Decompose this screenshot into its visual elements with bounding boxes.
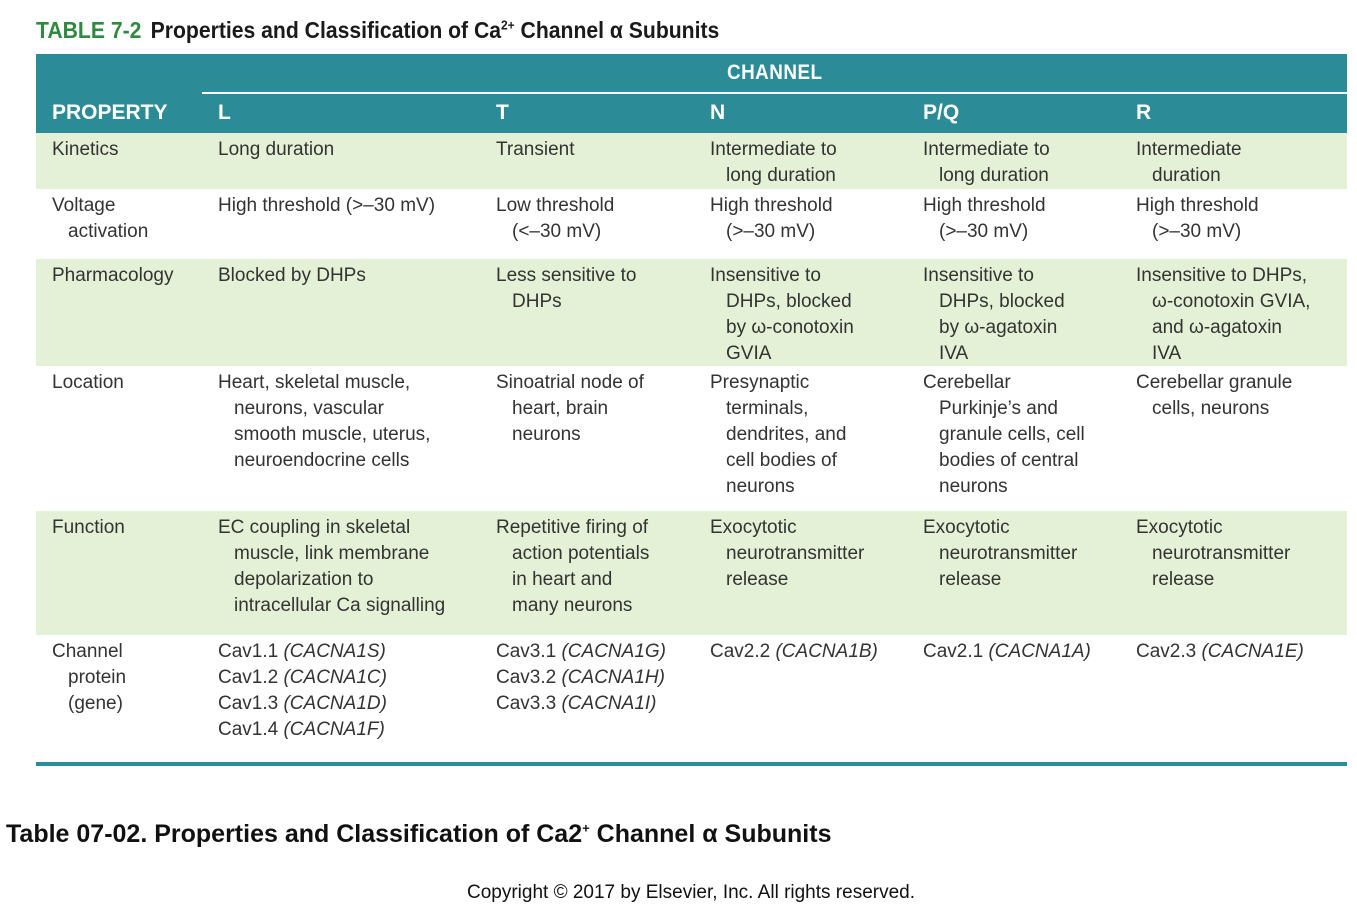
cell-line: neurons, vascular [234, 398, 384, 419]
cell-line: Intermediate to [710, 139, 837, 160]
cell-line: (>–30 mV) [726, 221, 816, 242]
cell-line: dendrites, and [726, 424, 847, 445]
cell-line: Less sensitive to [496, 265, 637, 286]
cell-line: smooth muscle, uterus, [234, 424, 431, 445]
cell-property [52, 137, 119, 163]
cell-line: heart, brain [512, 398, 609, 419]
cell-n [710, 193, 833, 245]
cell-r [1136, 515, 1290, 593]
cell-line: neurotransmitter [1152, 543, 1291, 564]
cell-line: EC coupling in skeletal [218, 517, 411, 538]
cell-line [218, 665, 387, 691]
cell-t [496, 137, 575, 163]
gene-name: (CACNA1B) [775, 641, 878, 662]
cell-line: many neurons [512, 595, 633, 616]
cell-line: (<–30 mV) [512, 221, 602, 242]
cell-line: IVA [1152, 343, 1182, 364]
cell-line: neurons [939, 476, 1008, 497]
table-row [36, 259, 1347, 366]
cell-pq [923, 370, 1085, 500]
protein-name: Cav3.2 [496, 667, 562, 688]
cell-line: granule cells, cell [939, 424, 1085, 445]
cell-line: Insensitive to [923, 265, 1034, 286]
cell-l [218, 193, 435, 219]
cell-pq [923, 263, 1065, 367]
title-superscript: 2+ [501, 17, 515, 33]
title-text: Properties and Classification of Ca [150, 17, 502, 43]
table-row [36, 133, 1347, 189]
cell-line: action potentials [512, 543, 650, 564]
cell-l [218, 515, 445, 619]
caption-text-end: Channel α Subunits [589, 820, 832, 848]
caption-text: Table 07-02. Properties and Classification of Ca2 [6, 820, 583, 848]
cell-t [496, 193, 614, 245]
cell-line: High threshold (>–30 mV) [218, 195, 436, 216]
cell-r [1136, 639, 1304, 665]
cell-line: cells, neurons [1152, 398, 1270, 419]
gene-name: (CACNA1H) [561, 667, 665, 688]
cell-r [1136, 263, 1310, 367]
cell-line: DHPs, blocked [939, 291, 1065, 312]
cell-line: by ω-agatoxin [939, 317, 1058, 338]
cell-r [1136, 370, 1292, 422]
column-header-l: L [218, 101, 231, 124]
protein-name: Cav2.3 [1136, 641, 1202, 662]
cell-line: neurotransmitter [726, 543, 865, 564]
cell-line: High threshold [923, 195, 1046, 216]
cell-property [52, 193, 148, 245]
cell-line: neurons [726, 476, 795, 497]
cell-property [52, 370, 124, 396]
cell-line: by ω-conotoxin [726, 317, 854, 338]
cell-line: duration [1152, 165, 1221, 186]
cell-line: Long duration [218, 139, 335, 160]
cell-line [1136, 639, 1304, 665]
cell-n [710, 639, 878, 665]
protein-name: Cav1.4 [218, 719, 284, 740]
cell-line: muscle, link membrane [234, 543, 430, 564]
gene-name: (CACNA1A) [988, 641, 1091, 662]
cell-line [496, 639, 666, 665]
protein-name: Cav2.1 [923, 641, 989, 662]
cell-pq [923, 515, 1077, 593]
table-body [36, 133, 1347, 759]
caption-superscript: + [582, 820, 590, 836]
cell-line: Function [52, 517, 125, 538]
channel-header: CHANNEL [726, 61, 823, 84]
cell-line [496, 691, 666, 717]
cell-line: Insensitive to DHPs, [1136, 265, 1308, 286]
cell-pq [923, 639, 1091, 665]
cell-line: in heart and [512, 569, 613, 590]
cell-line: Intermediate to [923, 139, 1050, 160]
cell-line: Sinoatrial node of [496, 372, 644, 393]
cell-line: Channel [52, 641, 123, 662]
gene-name: (CACNA1G) [561, 641, 666, 662]
cell-line: DHPs, blocked [726, 291, 852, 312]
cell-line: Cerebellar granule [1136, 372, 1293, 393]
cell-line: Insensitive to [710, 265, 821, 286]
cell-property [52, 515, 125, 541]
table-row [36, 635, 1347, 759]
protein-name: Cav3.3 [496, 693, 562, 714]
cell-pq [923, 193, 1046, 245]
cell-l [218, 639, 387, 743]
cell-r [1136, 137, 1242, 189]
cell-n [710, 515, 864, 593]
cell-line: neurotransmitter [939, 543, 1078, 564]
copyright-notice: Copyright © 2017 by Elsevier, Inc. All rights reserved. [466, 882, 916, 903]
cell-t [496, 263, 636, 315]
cell-line: Voltage [52, 195, 116, 216]
protein-name: Cav2.2 [710, 641, 776, 662]
cell-line: Intermediate [1136, 139, 1242, 160]
gene-name: (CACNA1E) [1201, 641, 1304, 662]
cell-line: (>–30 mV) [939, 221, 1029, 242]
cell-r [1136, 193, 1259, 245]
cell-line: High threshold [1136, 195, 1259, 216]
cell-line [496, 665, 666, 691]
cell-line: Purkinje’s and [939, 398, 1059, 419]
cell-l [218, 137, 334, 163]
cell-t [496, 639, 666, 717]
column-header-r: R [1136, 101, 1152, 124]
cell-line: Heart, skeletal muscle, [218, 372, 411, 393]
table-bottom-rule [36, 762, 1347, 766]
cell-line [218, 691, 387, 717]
figure-caption [6, 820, 831, 849]
cell-line: IVA [939, 343, 969, 364]
cell-line: Location [52, 372, 124, 393]
cell-line: bodies of central [939, 450, 1079, 471]
cell-line: Repetitive firing of [496, 517, 649, 538]
cell-line: protein [68, 667, 127, 688]
gene-name: (CACNA1F) [283, 719, 385, 740]
column-header-t: T [496, 101, 509, 124]
cell-line: ω-conotoxin GVIA, [1152, 291, 1311, 312]
title-text-end: Channel α Subunits [514, 17, 720, 43]
cell-property [52, 263, 173, 289]
protein-name: Cav1.2 [218, 667, 284, 688]
cell-line: Kinetics [52, 139, 119, 160]
table-row [36, 366, 1347, 511]
cell-line: depolarization to [234, 569, 374, 590]
cell-line: Exocytotic [923, 517, 1010, 538]
cell-line: (gene) [68, 693, 123, 714]
cell-line: Exocytotic [1136, 517, 1223, 538]
cell-n [710, 370, 846, 500]
cell-line: release [1152, 569, 1215, 590]
cell-line: DHPs [512, 291, 562, 312]
gene-name: (CACNA1D) [283, 693, 387, 714]
table-title [36, 17, 719, 44]
cell-n [710, 263, 854, 367]
cell-pq [923, 137, 1050, 189]
table-header [36, 54, 1347, 133]
cell-line [923, 639, 1091, 665]
cell-l [218, 370, 430, 474]
cell-line: Exocytotic [710, 517, 797, 538]
cell-line: cell bodies of [726, 450, 837, 471]
properties-table [36, 54, 1347, 759]
cell-line: neurons [512, 424, 581, 445]
table-row [36, 189, 1347, 259]
cell-line: Cerebellar [923, 372, 1011, 393]
table-row [36, 511, 1347, 635]
cell-line: terminals, [726, 398, 809, 419]
cell-line: Low threshold [496, 195, 615, 216]
cell-line: and ω-agatoxin [1152, 317, 1282, 338]
cell-line: Blocked by DHPs [218, 265, 366, 286]
cell-line: release [939, 569, 1002, 590]
cell-line [710, 639, 878, 665]
column-header-n: N [710, 101, 726, 124]
cell-line: release [726, 569, 789, 590]
column-header-pq: P/Q [923, 101, 960, 124]
cell-line: neuroendocrine cells [234, 450, 410, 471]
cell-t [496, 515, 649, 619]
cell-line: intracellular Ca signalling [234, 595, 446, 616]
gene-name: (CACNA1I) [561, 693, 657, 714]
protein-name: Cav1.3 [218, 693, 284, 714]
cell-line: High threshold [710, 195, 833, 216]
cell-line: long duration [939, 165, 1049, 186]
gene-name: (CACNA1C) [283, 667, 387, 688]
protein-name: Cav3.1 [496, 641, 562, 662]
cell-line: long duration [726, 165, 836, 186]
gene-name: (CACNA1S) [283, 641, 386, 662]
cell-n [710, 137, 837, 189]
cell-property [52, 639, 126, 717]
protein-name: Cav1.1 [218, 641, 284, 662]
cell-line [218, 717, 387, 743]
cell-l [218, 263, 366, 289]
cell-t [496, 370, 644, 448]
header-divider [202, 92, 1347, 94]
cell-line: activation [68, 221, 149, 242]
cell-line: Presynaptic [710, 372, 810, 393]
cell-line [218, 639, 387, 665]
cell-line: Pharmacology [52, 265, 174, 286]
cell-line: Transient [496, 139, 575, 160]
table-number: TABLE 7-2 [36, 17, 142, 43]
cell-line: GVIA [726, 343, 772, 364]
property-header: PROPERTY [52, 101, 168, 124]
cell-line: (>–30 mV) [1152, 221, 1242, 242]
